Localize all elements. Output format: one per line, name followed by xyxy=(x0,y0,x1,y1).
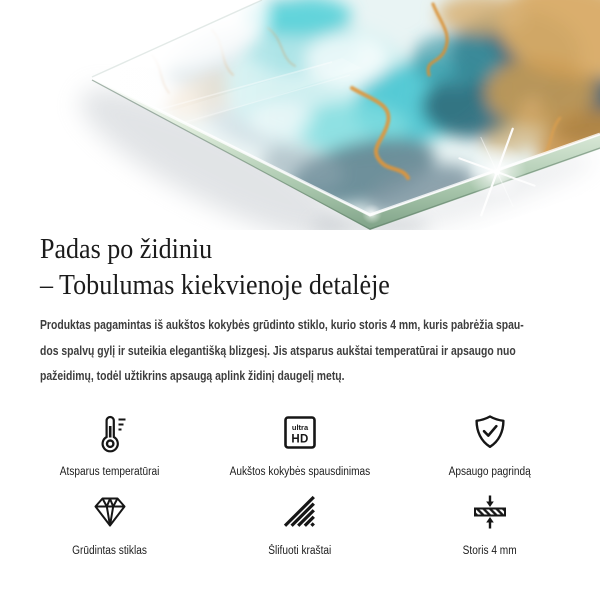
description-line: dos spalvų gylį ir suteikia elegantišką blizgesį. Jis atsparus aukštai temperatūrai ir apsaugo nuo xyxy=(40,342,516,358)
ultra-hd-badge-top: ultra xyxy=(291,422,309,432)
thickness-icon xyxy=(468,488,512,534)
shield-check-icon xyxy=(468,409,512,455)
feature-label: Šlifuoti kraštai xyxy=(268,544,332,557)
description-line: Produktas pagamintas iš aukštos kokybės grūdinto stiklo, kurio storis 4 mm, kuris pabrėžia spau- xyxy=(40,317,524,332)
page-title xyxy=(40,232,600,304)
feature-item xyxy=(15,488,205,557)
feature-item xyxy=(395,409,585,478)
ultra-hd-icon xyxy=(278,409,322,455)
description-line: pažeidimų, todėl užtikrins apsaugą aplink židinį daugelį metų. xyxy=(40,368,345,383)
feature-item xyxy=(205,409,395,478)
page-title-line1: Padas po židiniu xyxy=(40,234,213,265)
feature-item xyxy=(15,409,205,478)
thermometer-icon xyxy=(88,409,132,455)
polished-edges-icon xyxy=(278,488,322,534)
diamond-icon xyxy=(87,488,133,534)
feature-grid xyxy=(15,409,585,557)
feature-label: Aukštos kokybės spausdinimas xyxy=(229,465,371,478)
product-description xyxy=(40,312,600,389)
feature-item xyxy=(395,488,585,557)
glass-panel-illustration xyxy=(0,0,600,230)
feature-label: Apsaugo pagrindą xyxy=(448,465,532,478)
feature-item xyxy=(205,488,395,557)
page-title-line2: – Tobulumas kiekvienoje detalėje xyxy=(40,270,390,301)
feature-label: Grūdintas stiklas xyxy=(72,544,148,557)
feature-label: Storis 4 mm xyxy=(463,544,517,557)
hero-product-image xyxy=(0,0,600,230)
ultra-hd-badge-bottom: HD xyxy=(291,433,309,445)
feature-label: Atsparus temperatūrai xyxy=(60,465,160,478)
